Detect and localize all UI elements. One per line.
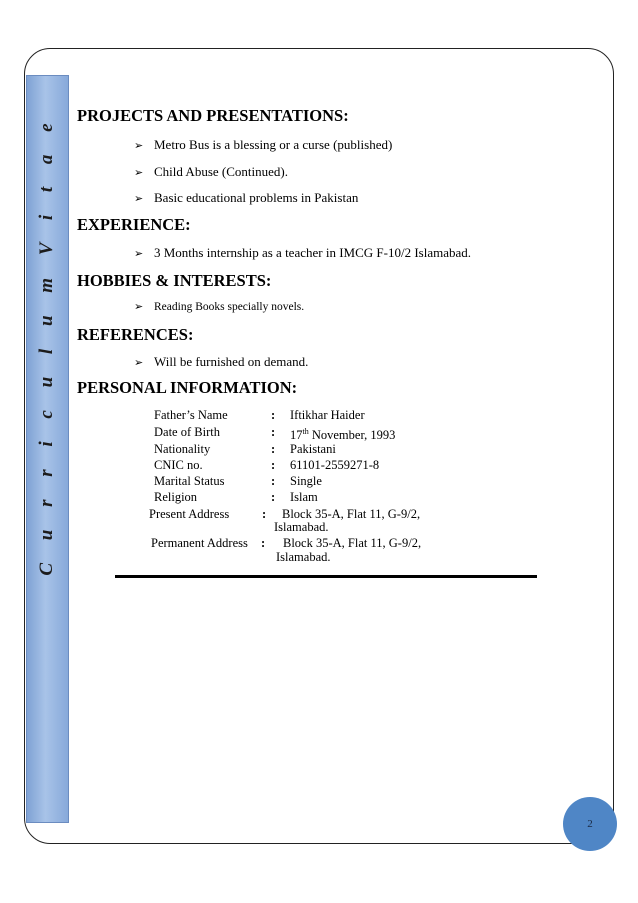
hobbies-heading: HOBBIES & INTERESTS:	[77, 271, 272, 290]
info-colon: :	[271, 408, 276, 422]
info-value: Iftikhar Haider	[290, 408, 365, 422]
info-label: Religion	[154, 490, 198, 504]
info-value: Block 35-A, Flat 11, G-9/2,	[282, 507, 421, 521]
bullet-arrow-icon: ➢	[134, 248, 144, 260]
info-colon: :	[271, 458, 276, 472]
list-item: ➢ 3 Months internship as a teacher in IMCG F-10/2 Islamabad.	[134, 245, 471, 260]
info-label: Present Address	[149, 507, 230, 521]
references-heading: REFERENCES:	[77, 325, 194, 344]
bullet-arrow-icon: ➢	[134, 140, 144, 152]
page-number-badge	[563, 797, 617, 851]
info-label: Marital Status	[154, 474, 225, 488]
info-value: Islam	[290, 490, 318, 504]
bullet-arrow-icon: ➢	[134, 193, 144, 205]
info-label: Father’s Name	[154, 408, 228, 422]
info-value: Block 35-A, Flat 11, G-9/2,	[283, 536, 422, 550]
info-label: CNIC no.	[154, 458, 203, 472]
list-item: ➢ Will be furnished on demand.	[134, 354, 309, 369]
info-value: 17th November, 1993	[290, 427, 396, 443]
personal-heading: PERSONAL INFORMATION:	[77, 378, 298, 397]
info-colon: :	[271, 442, 276, 456]
info-value: Single	[290, 474, 322, 488]
list-item: ➢ Child Abuse (Continued).	[134, 164, 288, 179]
bullet-arrow-icon: ➢	[134, 167, 144, 179]
bullet-arrow-icon: ➢	[134, 357, 144, 369]
info-colon: :	[271, 474, 276, 488]
experience-heading: EXPERIENCE:	[77, 215, 191, 234]
sidebar-title: C u r r i c u l u m V i t a e	[36, 114, 57, 576]
info-colon: :	[262, 507, 267, 521]
bullet-arrow-icon: ➢	[134, 301, 144, 313]
list-item: ➢ Reading Books specially novels.	[134, 301, 305, 313]
info-label: Date of Birth	[154, 425, 220, 439]
page-number: 2	[587, 818, 593, 830]
info-colon: :	[271, 490, 276, 504]
info-value: Islamabad.	[274, 520, 329, 534]
info-colon: :	[271, 425, 276, 439]
info-value: 61101-2559271-8	[290, 458, 380, 472]
projects-heading: PROJECTS AND PRESENTATIONS:	[77, 106, 349, 125]
section-divider	[115, 575, 537, 578]
info-value: Islamabad.	[276, 550, 331, 564]
list-item: ➢ Basic educational problems in Pakistan	[134, 190, 359, 205]
list-item: ➢ Metro Bus is a blessing or a curse (published)	[134, 137, 393, 152]
info-value: Pakistani	[290, 442, 336, 456]
info-label: Nationality	[154, 442, 211, 456]
info-colon: :	[261, 536, 266, 550]
info-label: Permanent Address	[151, 536, 248, 550]
